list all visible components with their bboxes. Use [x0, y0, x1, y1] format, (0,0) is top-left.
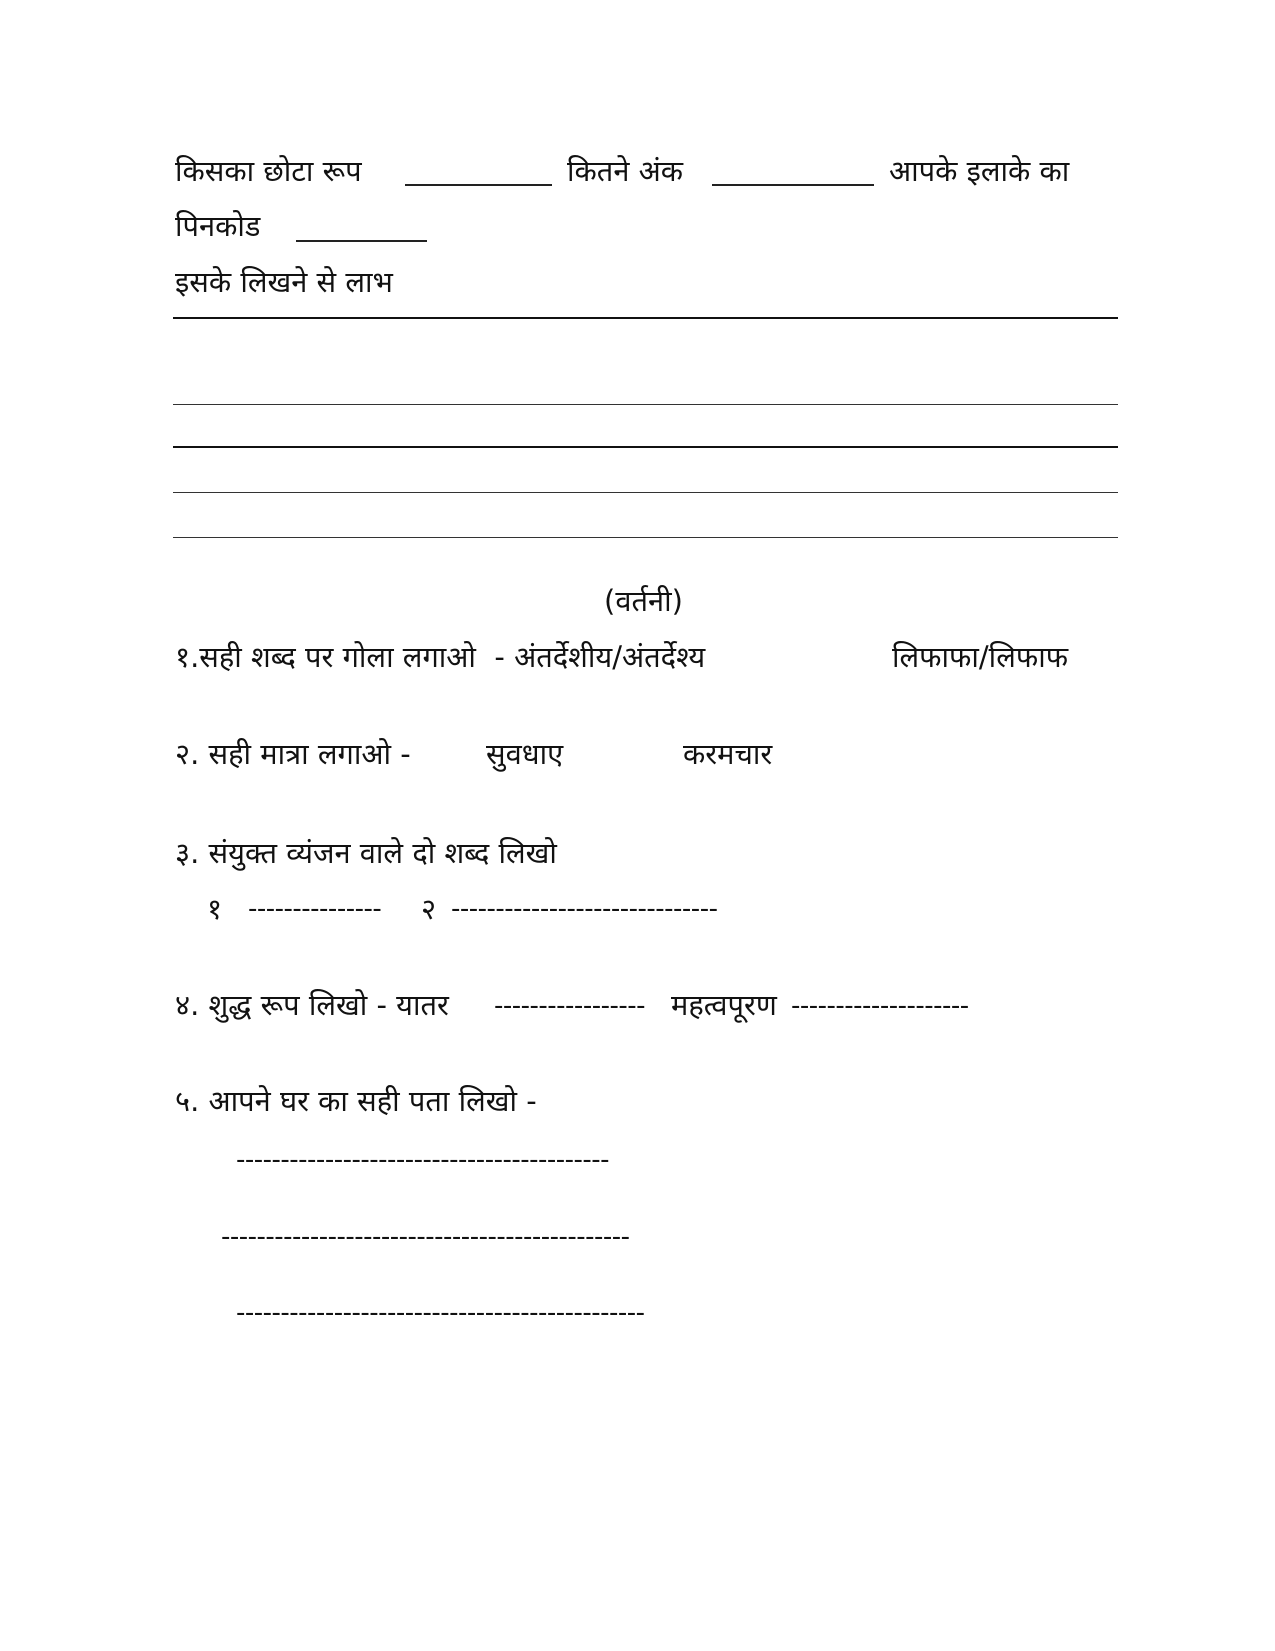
how-many-digits-label: कितने अंक [567, 154, 684, 188]
benefit-label: इसके लिखने से लाभ [175, 265, 393, 299]
q2-prompt: २. सही मात्रा लगाओ - [175, 737, 411, 771]
address-line-2[interactable]: ---------------------------------------------- [221, 1222, 630, 1252]
q4-prompt: ४. शुद्ध रूप लिखो - यातर [175, 988, 449, 1022]
whose-short-form-label: किसका छोटा रूप [175, 154, 362, 188]
q2-word-2[interactable]: करमचार [683, 737, 773, 771]
q4-word-2: महत्वपूरण [671, 988, 777, 1022]
answer-line-5[interactable] [173, 537, 1118, 538]
answer-line-4[interactable] [173, 492, 1118, 493]
answer-line-2[interactable] [173, 404, 1118, 405]
q3-prompt: ३. संयुक्त व्यंजन वाले दो शब्द लिखो [175, 836, 557, 870]
pincode-blank[interactable] [296, 240, 427, 242]
q3-blank-1[interactable]: --------------- [248, 894, 382, 924]
q5-prompt: ५. आपने घर का सही पता लिखो - [175, 1084, 537, 1118]
answer-line-3[interactable] [173, 446, 1118, 448]
answer-line-1[interactable] [173, 317, 1118, 319]
q3-num-1: १ [207, 892, 223, 926]
q3-num-2: २ [421, 892, 437, 926]
q4-blank-1[interactable]: ----------------- [494, 991, 645, 1021]
q3-blank-2[interactable]: ------------------------------ [451, 894, 718, 924]
q1-prompt: १.सही शब्द पर गोला लगाओ - अंतर्देशीय/अंतर्देश्य [175, 640, 706, 674]
section-title: (वर्तनी) [604, 584, 683, 618]
pincode-label: पिनकोड [175, 209, 261, 243]
q2-word-1[interactable]: सुवधाए [486, 737, 564, 771]
digits-blank[interactable] [712, 184, 874, 186]
short-form-blank[interactable] [405, 184, 552, 186]
q4-blank-2[interactable]: -------------------- [791, 991, 969, 1021]
your-area-label: आपके इलाके का [889, 154, 1070, 188]
address-line-3[interactable]: ---------------------------------------------- [236, 1298, 645, 1328]
q1-option-2[interactable]: लिफाफा/लिफाफ [892, 640, 1069, 674]
address-line-1[interactable]: ------------------------------------------ [236, 1145, 610, 1175]
